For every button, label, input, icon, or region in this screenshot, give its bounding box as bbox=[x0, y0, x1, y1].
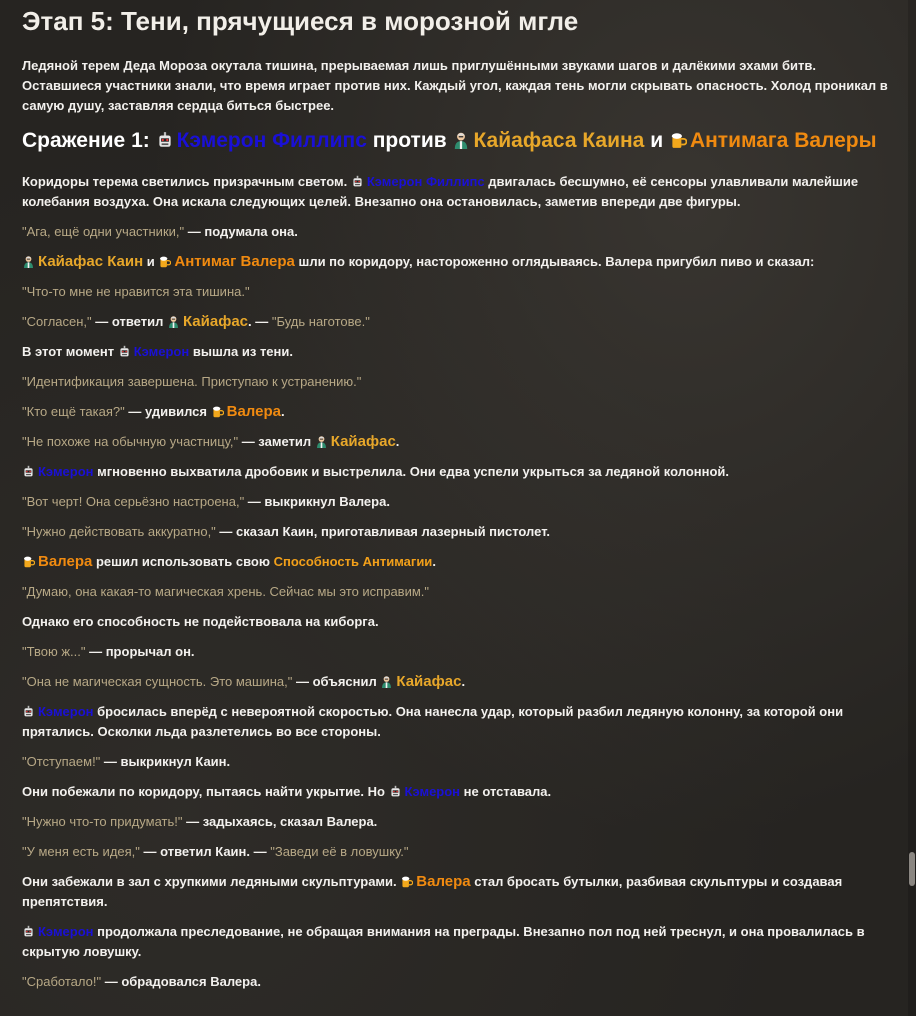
narration-text: — обрадовался Валера. bbox=[101, 974, 261, 989]
quote-text: "Вот черт! Она серьёзно настроена," bbox=[22, 494, 245, 509]
story-paragraph bbox=[22, 702, 892, 742]
narration-text: Они забежали в зал с хрупкими ледяными скульптурами. bbox=[22, 874, 401, 889]
character-name-kaiafas: Кайафас bbox=[396, 673, 462, 690]
narration-text: решил использовать свою bbox=[92, 554, 274, 569]
narration-text: Однако его способность не подействовала на киборга. bbox=[22, 614, 379, 629]
story-paragraph bbox=[22, 582, 892, 602]
character-name-cameron: Кэмерон bbox=[404, 784, 461, 799]
story-paragraph bbox=[22, 462, 892, 482]
scientist-icon bbox=[452, 129, 473, 152]
narration-text: . bbox=[461, 674, 466, 689]
narration-text: продолжала преследование, не обращая внимания на преграды. Внезапно пол под ней треснул, и она провалилась в скрытую ловушку. bbox=[22, 924, 865, 959]
story-paragraph bbox=[22, 522, 892, 542]
quote-text: "Нужно что-то придумать!" bbox=[22, 814, 183, 829]
quote-text: "Будь наготове." bbox=[271, 314, 370, 329]
story-paragraph bbox=[22, 752, 892, 772]
character-name-valera: Валера bbox=[226, 403, 281, 420]
beer-mug-icon bbox=[211, 404, 227, 419]
narration-text: стал бросать бутылки, разбивая скульптуры и создавая препятствия. bbox=[22, 874, 843, 909]
quote-text: "Сработало!" bbox=[22, 974, 102, 989]
quote-text: "Что-то мне не нравится эта тишина." bbox=[22, 284, 250, 299]
robot-icon bbox=[118, 344, 134, 359]
story-paragraph bbox=[22, 552, 892, 572]
quote-text: "У меня есть идея," bbox=[22, 844, 140, 859]
character-name-cameron: Кэмерон bbox=[38, 464, 94, 479]
character-name-cameron: Кэмерон Филлипс bbox=[366, 174, 485, 189]
beer-mug-icon bbox=[22, 554, 38, 569]
narration-text: бросилась вперёд с невероятной скоростью. Она нанесла удар, который разбил ледяную колонну, за которой они прятались. Осколки льда разлетелись во все стороны. bbox=[22, 704, 844, 739]
narration-text: — объяснил bbox=[292, 674, 381, 689]
story-paragraph bbox=[22, 672, 892, 692]
scientist-icon bbox=[315, 434, 331, 449]
character-name-valera: Валера bbox=[416, 873, 471, 890]
ability-name: Способность Антимагии bbox=[273, 554, 433, 569]
character-name-kaiafas: Кайафас bbox=[182, 313, 249, 330]
narration-text: — заметил bbox=[238, 434, 315, 449]
story-paragraph bbox=[22, 172, 892, 212]
fighter-valera: Антимага Валеры bbox=[689, 129, 877, 152]
battle-prefix: Сражение 1: bbox=[22, 129, 156, 152]
character-name-kaiafas: Кайафас Каин bbox=[38, 253, 144, 270]
story-paragraph bbox=[22, 972, 892, 992]
robot-icon bbox=[22, 924, 38, 939]
story-paragraph bbox=[22, 612, 892, 632]
character-name-cameron: Кэмерон bbox=[133, 344, 190, 359]
vertical-scrollbar[interactable] bbox=[908, 0, 916, 1016]
narration-text: и bbox=[143, 254, 159, 269]
versus-text: против bbox=[366, 129, 453, 152]
narration-text: . — bbox=[248, 314, 272, 329]
narration-text: — подумала она. bbox=[184, 224, 298, 239]
intro-paragraph: Ледяной терем Деда Мороза окутала тишина, прерываемая лишь приглушёнными звуками шагов и далёкими эхами битв. Оставшиеся участники знали, что время играет против них. Каждый угол, каждая тень могли скрывать опасность. Холод проникал в самую душу, заставляя сердца биться быстрее. bbox=[22, 58, 888, 113]
story-paragraph bbox=[22, 872, 892, 912]
narration-text: не отставала. bbox=[460, 784, 552, 799]
robot-icon bbox=[156, 129, 177, 152]
character-name-valera: Антимаг Валера bbox=[174, 253, 295, 270]
story-paragraph bbox=[22, 922, 892, 962]
quote-text: "Не похоже на обычную участницу," bbox=[22, 434, 239, 449]
quote-text: "Она не магическая сущность. Это машина," bbox=[22, 674, 293, 689]
robot-icon bbox=[22, 704, 38, 719]
scrollbar-thumb[interactable] bbox=[909, 852, 915, 886]
narration-text: — прорычал он. bbox=[85, 644, 195, 659]
narration-text: — ответил bbox=[91, 314, 167, 329]
story-paragraph bbox=[22, 312, 892, 332]
scientist-icon bbox=[167, 314, 183, 329]
fighter-kaiafas: Кайафаса Каина bbox=[473, 129, 645, 152]
quote-text: "Заведи её в ловушку." bbox=[270, 844, 409, 859]
story-paragraph bbox=[22, 282, 892, 302]
narration-text: — задыхаясь, сказал Валера. bbox=[182, 814, 378, 829]
story-paragraph bbox=[22, 342, 892, 362]
character-name-cameron: Кэмерон bbox=[38, 924, 94, 939]
robot-icon bbox=[389, 784, 405, 799]
narration-text: . bbox=[395, 434, 400, 449]
quote-text: "Кто ещё такая?" bbox=[22, 404, 125, 419]
battle-heading bbox=[22, 130, 892, 152]
narration-text: Они побежали по коридору, пытаясь найти укрытие. Но bbox=[22, 784, 389, 799]
beer-mug-icon bbox=[158, 254, 174, 269]
robot-icon bbox=[22, 464, 38, 479]
beer-mug-icon bbox=[669, 129, 690, 152]
story-paragraph bbox=[22, 372, 892, 392]
story-paragraph bbox=[22, 432, 892, 452]
narration-text: мгновенно выхватила дробовик и выстрелила. Они едва успели укрыться за ледяной колонной. bbox=[93, 464, 730, 479]
story-paragraph bbox=[22, 842, 892, 862]
character-name-valera: Валера bbox=[38, 553, 93, 570]
story-paragraph bbox=[22, 782, 892, 802]
narration-text: — выкрикнул Каин. bbox=[100, 754, 231, 769]
narration-text: — удивился bbox=[124, 404, 211, 419]
quote-text: "Отступаем!" bbox=[22, 754, 101, 769]
story-text bbox=[22, 172, 892, 992]
quote-text: "Нужно действовать аккуратно," bbox=[22, 524, 216, 539]
quote-text: "Ага, ещё одни участники," bbox=[22, 224, 185, 239]
narration-text: — сказал Каин, приготавливая лазерный пистолет. bbox=[215, 524, 551, 539]
quote-text: "Думаю, она какая-то магическая хрень. Сейчас мы это исправим." bbox=[22, 584, 430, 599]
narration-text: Коридоры терема светились призрачным светом. bbox=[22, 174, 351, 189]
story-page bbox=[22, 0, 892, 1002]
story-paragraph bbox=[22, 812, 892, 832]
scientist-icon bbox=[380, 674, 396, 689]
narration-text: вышла из тени. bbox=[189, 344, 293, 359]
quote-text: "Согласен," bbox=[22, 314, 92, 329]
narration-text: двигалась бесшумно, её сенсоры улавливали малейшие колебания воздуха. Она искала следующих целей. Внезапно она остановилась, заметив впереди две фигуры. bbox=[22, 174, 859, 209]
scientist-icon bbox=[22, 254, 38, 269]
story-paragraph bbox=[22, 642, 892, 662]
narration-text: В этот момент bbox=[22, 344, 118, 359]
page-title: Этап 5: Тени, прячущиеся в морозной мгле bbox=[22, 6, 579, 36]
narration-text: . bbox=[280, 404, 285, 419]
story-paragraph bbox=[22, 222, 892, 242]
fighter-cameron: Кэмерон Филлипс bbox=[176, 129, 367, 152]
and-text: и bbox=[644, 129, 669, 152]
character-name-kaiafas: Кайафас bbox=[330, 433, 396, 450]
narration-text: — ответил Каин. — bbox=[139, 844, 271, 859]
story-paragraph bbox=[22, 252, 892, 272]
story-paragraph bbox=[22, 492, 892, 512]
quote-text: "Идентификация завершена. Приступаю к устранению." bbox=[22, 374, 362, 389]
character-name-cameron: Кэмерон bbox=[38, 704, 94, 719]
quote-text: "Твою ж..." bbox=[22, 644, 86, 659]
story-paragraph bbox=[22, 402, 892, 422]
narration-text: шли по коридору, настороженно оглядываясь. Валера пригубил пиво и сказал: bbox=[294, 254, 815, 269]
narration-text: — выкрикнул Валера. bbox=[244, 494, 390, 509]
narration-text: . bbox=[432, 554, 436, 569]
beer-mug-icon bbox=[400, 874, 416, 889]
robot-icon bbox=[351, 174, 367, 189]
